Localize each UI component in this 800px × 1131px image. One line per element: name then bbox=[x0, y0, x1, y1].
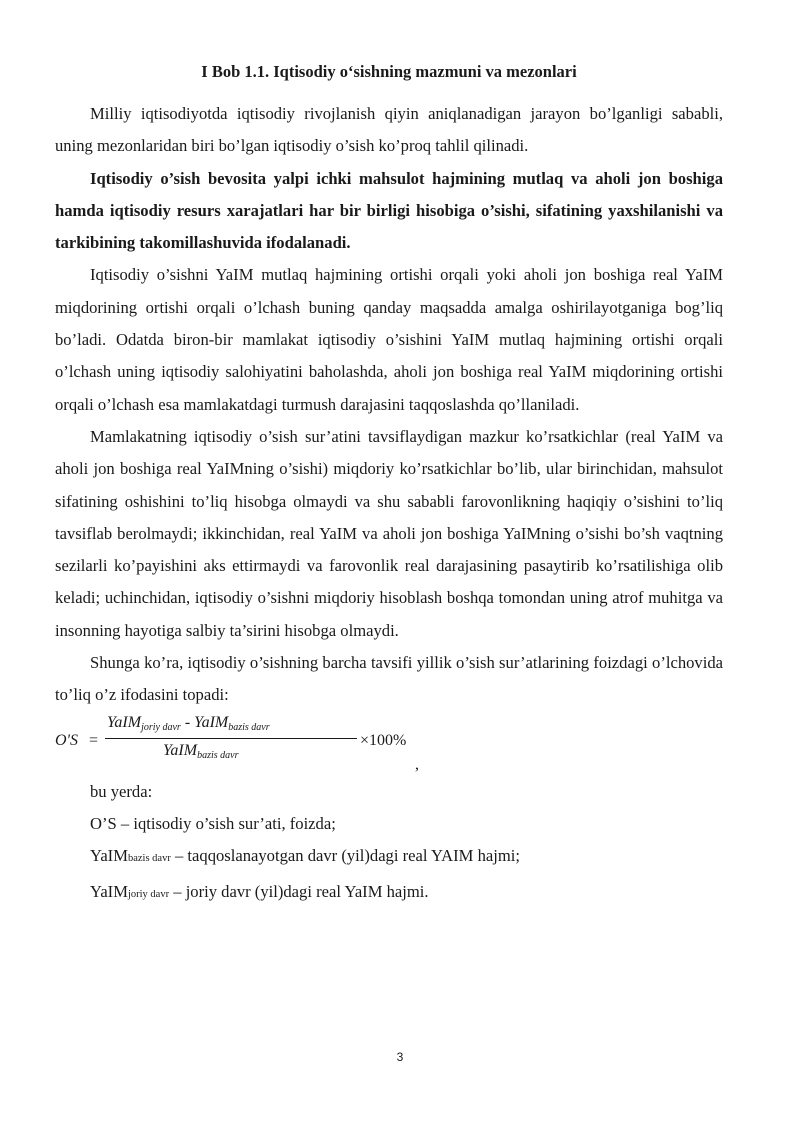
definition-joriy bbox=[55, 876, 723, 911]
definition-joriy-sub: joriy davr bbox=[127, 888, 170, 900]
definition-bazis-sub: bazis davr bbox=[127, 853, 171, 865]
definition-bazis-text: – taqqoslanayotgan davr (yil)dagi real YAIM hajmi; bbox=[170, 846, 520, 866]
definition-os: O’S – iqtisodiy o’sish sur’ati, foizda; bbox=[90, 813, 336, 833]
definition-joriy-var: YaIM bbox=[90, 881, 128, 901]
denominator-sub: bazis davr bbox=[197, 749, 239, 761]
page-number: 3 bbox=[396, 1050, 404, 1064]
definition-bazis bbox=[55, 840, 723, 875]
growth-rate-formula bbox=[55, 714, 723, 776]
paragraph-4: Mamlakatning iqtisodiy o’sish sur’atini tavsiflaydigan mazkur ko’rsatkichlar (real YaIM va aholi jon boshiga real YaIMning o’sishi) miqdoriy ko’rsatkichlar bo’lib, ular birinchidan, mahsulot sifatining oshishini to’liq hisobga olmaydi va shu sababli farovonlikning haqiqiy o’sishini to’liq tavsiflab berolmaydi; ikkinchidan, real YaIM va aholi jon boshiga YaIMning o’sishi bo’sh vaqtning sezilarli ko’payishini aks ettirmaydi va farovonlik real darajasining pasaytirib ko’rsatilishiga olib keladi; uchinchidan, iqtisodiy o’sishni miqdoriy hisoblash boshqa tomondan uning atrof muhitga va insonning hayotiga salbiy ta’sirini hisobga olmaydi. bbox=[55, 426, 723, 640]
paragraph-2-bold: Iqtisodiy o’sish bevosita yalpi ichki mahsulot hajmining mutlaq va aholi jon boshiga hamda iqtisodiy resurs xarajatlari har bir birligi hisobiga o’sishi, sifatining yaxshilanishi va tarkibining takomillashuvida ifodalanadi. bbox=[55, 168, 723, 253]
numerator-var-2: YaIM bbox=[194, 713, 229, 731]
formula-lhs: O'S bbox=[55, 731, 78, 749]
numerator-sub-1: joriy davr bbox=[141, 721, 181, 733]
formula-numerator bbox=[107, 714, 270, 733]
formula-comma: , bbox=[415, 755, 419, 773]
denominator-var: YaIM bbox=[163, 741, 198, 759]
document-page bbox=[55, 60, 723, 911]
formula-denominator bbox=[163, 742, 239, 761]
formula-multiplier: ×100% bbox=[360, 731, 407, 749]
formula-equals: = bbox=[89, 731, 99, 749]
paragraph-3: Iqtisodiy o’sishni YaIM mutlaq hajmining ortishi orqali yoki aholi jon boshiga real YaIM miqdorining ortishi orqali o’lchash buning qanday maqsadda amalga oshirilayotganiga bog’liq bo’ladi. Odatda biron-bir mamlakat iqtisodiy o’sishini YaIM mutlaq hajmining ortishi orqali o’lchash uning iqtisodiy salohiyatini baholashda, aholi jon boshiga real YaIM miqdorining ortishi orqali o’lchash esa mamlakatdagi turmush darajasini taqqoslashda qo’llaniladi. bbox=[55, 265, 723, 414]
definition-bazis-var: YaIM bbox=[90, 846, 128, 866]
section-title: I Bob 1.1. Iqtisodiy o‘sishning mazmuni va mezonlari bbox=[201, 62, 577, 81]
numerator-var-1: YaIM bbox=[107, 713, 142, 731]
numerator-sub-2: bazis davr bbox=[228, 721, 270, 733]
fraction-bar bbox=[105, 738, 357, 739]
numerator-minus: - bbox=[184, 713, 191, 731]
paragraph-5: Shunga ko’ra, iqtisodiy o’sishning barcha tavsifi yillik o’sish sur’atlarining foizdagi o’lchovida to’liq o’z ifodasini topadi: bbox=[55, 653, 723, 705]
definitions-intro: bu yerda: bbox=[90, 781, 153, 801]
definition-joriy-text: – joriy davr (yil)dagi real YaIM hajmi. bbox=[169, 881, 429, 901]
paragraph-1: Milliy iqtisodiyotda iqtisodiy rivojlanish qiyin aniqlanadigan jarayon bo’lganligi sababli, uning mezonlaridan biri bo’lgan iqtisodiy o’sish ko’proq tahlil qilinadi. bbox=[55, 104, 723, 156]
